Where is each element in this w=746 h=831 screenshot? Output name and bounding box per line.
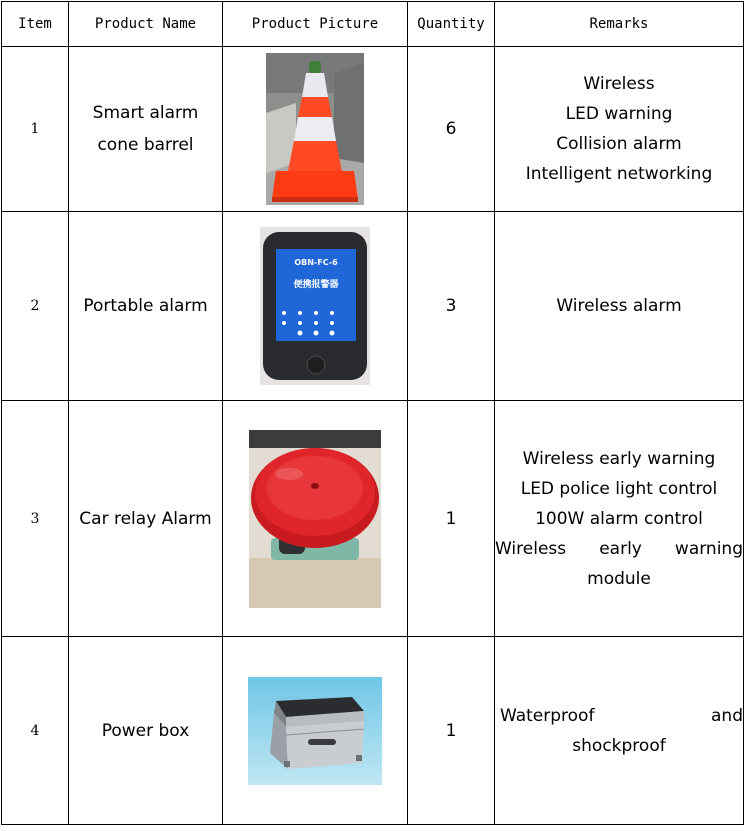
table-row	[2, 637, 744, 825]
header-row	[2, 2, 744, 47]
quantity: 1	[408, 401, 495, 637]
item-number: 4	[2, 637, 69, 825]
quantity: 3	[408, 212, 495, 401]
product-picture-cell	[223, 212, 408, 401]
table-row	[2, 401, 744, 637]
product-name	[69, 637, 223, 825]
portable-alarm-photo	[260, 227, 370, 385]
item-number: 2	[2, 212, 69, 401]
product-picture-cell	[223, 637, 408, 825]
remark-line: Collision alarm	[556, 134, 682, 154]
product-name	[69, 47, 223, 212]
remark-line: Wireless early warning	[522, 448, 716, 469]
remark-line: Intelligent networking	[525, 164, 713, 184]
product-name-line: cone barrel	[97, 135, 194, 155]
remarks	[495, 401, 744, 637]
remarks	[495, 212, 744, 401]
quantity: 1	[408, 637, 495, 825]
red-beacon-photo	[249, 430, 381, 608]
remark-line: module	[587, 568, 651, 589]
product-name-line: Smart alarm	[92, 103, 199, 123]
remark-line: shockproof	[572, 735, 666, 756]
header-product-picture: Product Picture	[223, 2, 408, 47]
product-name-line: Power box	[101, 720, 190, 741]
item-number: 1	[2, 47, 69, 212]
remark-line: LED warning	[565, 104, 673, 124]
header-product-name: Product Name	[69, 2, 223, 47]
product-name-line: Car relay Alarm	[79, 508, 212, 529]
item-number: 3	[2, 401, 69, 637]
traffic-cone-photo	[266, 53, 364, 205]
header-quantity: Quantity	[408, 2, 495, 47]
remark-line: LED police light control	[520, 478, 718, 499]
remark-line: Wireless	[583, 74, 655, 94]
product-picture-cell	[223, 401, 408, 637]
product-name	[69, 401, 223, 637]
product-name-line: Portable alarm	[83, 296, 208, 316]
product-name	[69, 212, 223, 401]
device-model-label: OBN-FC-6	[294, 258, 338, 267]
product-table	[1, 1, 744, 825]
product-picture-cell	[223, 47, 408, 212]
header-item: Item	[2, 2, 69, 47]
remark-line: 100W alarm control	[535, 508, 703, 529]
remarks	[495, 47, 744, 212]
table-row	[2, 47, 744, 212]
aluminum-case-photo	[248, 677, 382, 785]
header-remarks: Remarks	[495, 2, 744, 47]
table-row	[2, 212, 744, 401]
remark-line: Wireless early warning	[495, 538, 743, 559]
remarks	[495, 637, 744, 825]
remark-line: Wireless alarm	[556, 296, 682, 316]
quantity: 6	[408, 47, 495, 212]
remark-line: Waterproof and	[500, 705, 743, 726]
device-name-label: 便携报警器	[293, 280, 339, 290]
